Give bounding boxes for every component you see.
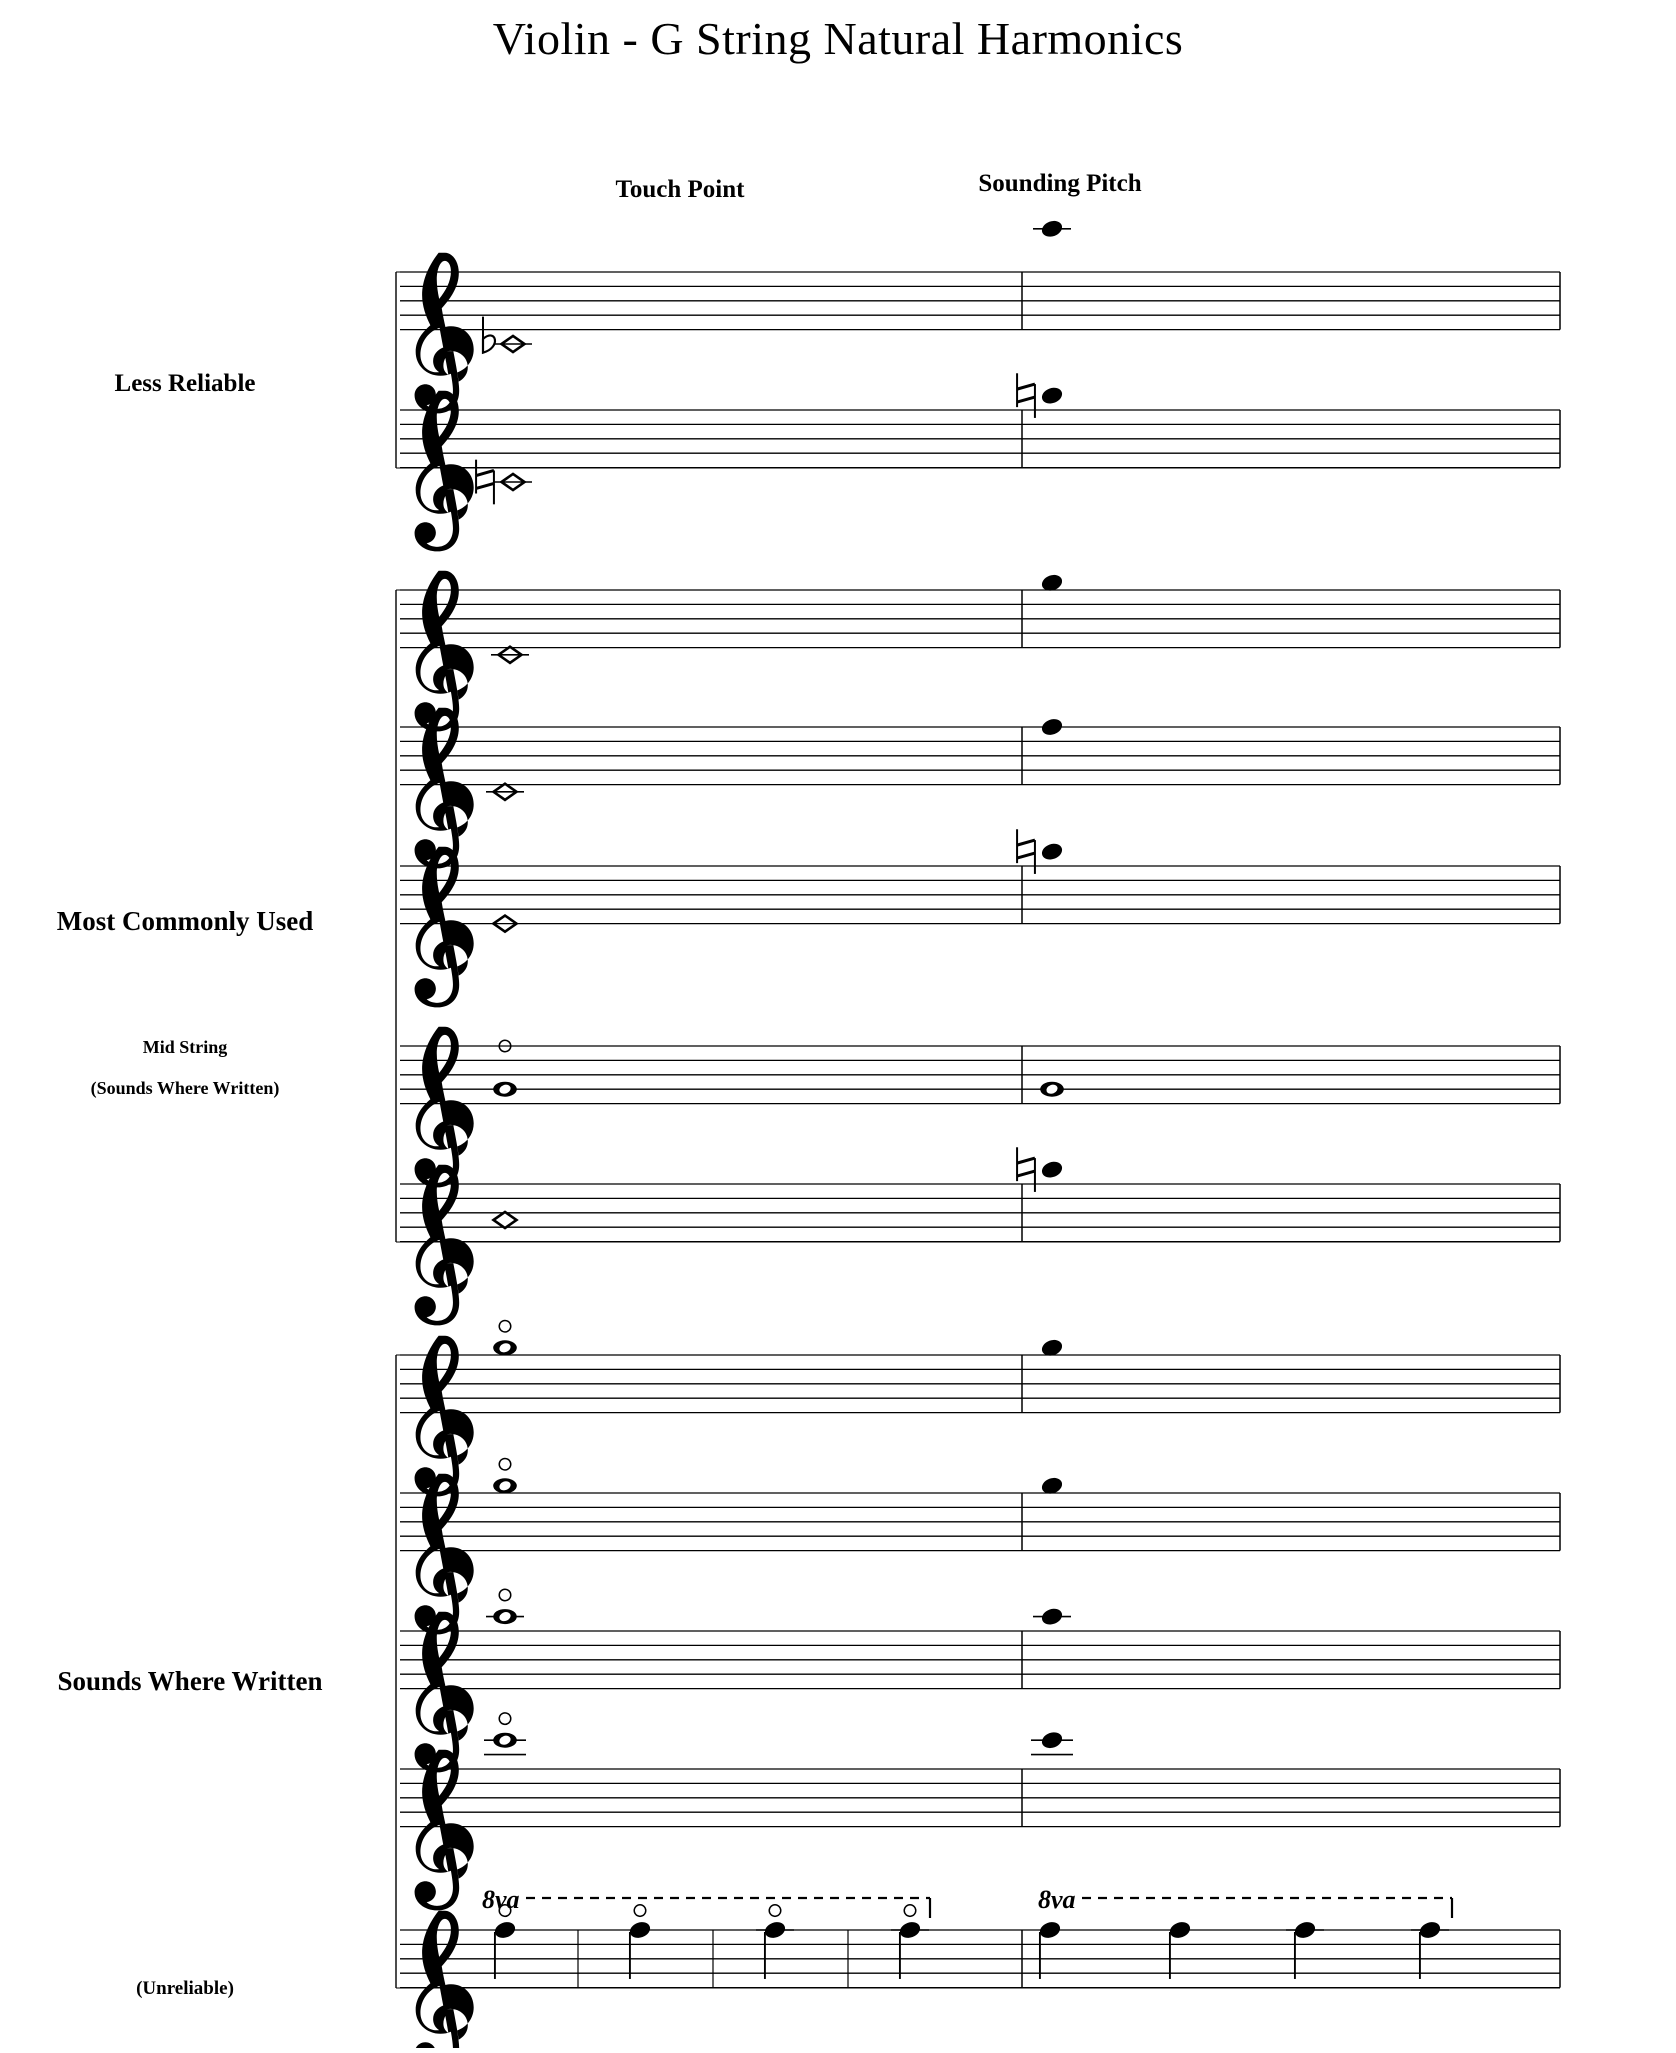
column-header-touch-point: Touch Point (615, 176, 745, 203)
treble-clef-icon (415, 253, 474, 414)
harmonic-circle-icon (499, 1713, 511, 1725)
natural-accidental-icon (1017, 373, 1035, 418)
row-label-unreliable: (Unreliable) (136, 1978, 234, 1999)
notehead-whole (493, 1340, 517, 1355)
row-label-sounds-where-written: Sounds Where Written (57, 1666, 323, 1696)
treble-clef-icon (415, 391, 474, 552)
natural-accidental-icon (1017, 829, 1035, 874)
row-label-most-commonly-used: Most Commonly Used (56, 906, 314, 936)
row-label-mid-string: Mid String (142, 1037, 228, 1057)
treble-clef-icon (415, 1911, 474, 2048)
notehead-whole (493, 1082, 517, 1097)
harmonic-circle-icon (904, 1905, 916, 1917)
treble-clef-icon (415, 1336, 474, 1497)
notehead-whole (493, 1478, 517, 1493)
staff-system-4 (400, 727, 1560, 785)
staff-system-2 (400, 410, 1560, 468)
harmonic-circle-icon (499, 1320, 511, 1332)
staff-system-5 (400, 866, 1560, 924)
ottava-8va-bracket (482, 1885, 930, 1918)
treble-clef-icon (415, 1612, 474, 1773)
treble-clef-icon (415, 847, 474, 1008)
treble-clef-icon (415, 1750, 474, 1911)
staff-system-11 (400, 1769, 1560, 1827)
harmonic-circle-icon (634, 1905, 646, 1917)
notehead-whole (1040, 1082, 1064, 1097)
staff-system-9 (400, 1493, 1560, 1551)
notehead-black (1040, 1159, 1065, 1180)
notehead-black (628, 1919, 653, 1940)
notehead-black (1038, 1919, 1063, 1940)
notehead-whole (493, 1609, 517, 1624)
staff-system-3 (400, 590, 1560, 648)
notehead-diamond-harmonic (493, 1212, 516, 1228)
notehead-black (1040, 1606, 1065, 1627)
notehead-black (1040, 841, 1065, 862)
ottava-label: 8va (482, 1885, 520, 1914)
flat-accidental-icon (483, 317, 495, 353)
row-label-mid-string-note: (Sounds Where Written) (90, 1078, 280, 1098)
page-title: Violin - G String Natural Harmonics (492, 13, 1184, 64)
treble-clef-icon (415, 708, 474, 869)
natural-accidental-icon (1017, 1147, 1035, 1192)
staff-system-10 (400, 1631, 1560, 1689)
notehead-black (1040, 1730, 1065, 1751)
staff-system-6 (400, 1046, 1560, 1104)
ottava-8va-bracket (1038, 1885, 1452, 1918)
notehead-black (1040, 385, 1065, 406)
column-header-sounding-pitch: Sounding Pitch (978, 170, 1142, 197)
natural-accidental-icon (476, 460, 494, 505)
ottava-label: 8va (1038, 1885, 1076, 1914)
notehead-black (1040, 716, 1065, 737)
notehead-whole (493, 1733, 517, 1748)
treble-clef-icon (415, 571, 474, 732)
harmonic-circle-icon (499, 1458, 511, 1470)
notehead-black (1040, 218, 1065, 239)
notehead-black (1168, 1919, 1193, 1940)
treble-clef-icon (415, 1027, 474, 1188)
harmonic-circle-icon (499, 1589, 511, 1601)
staff-system-12 (400, 1930, 1560, 1988)
system-group-bracket (396, 590, 1560, 1242)
staff-system-8 (400, 1355, 1560, 1413)
system-group-bracket (396, 1355, 1560, 1988)
notehead-black (493, 1919, 518, 1940)
staff-system-7 (400, 1184, 1560, 1242)
treble-clef-icon (415, 1474, 474, 1635)
row-label-less-reliable: Less Reliable (114, 370, 256, 397)
treble-clef-icon (415, 1165, 474, 1326)
staff-system-1 (400, 272, 1560, 330)
harmonic-circle-icon (769, 1905, 781, 1917)
